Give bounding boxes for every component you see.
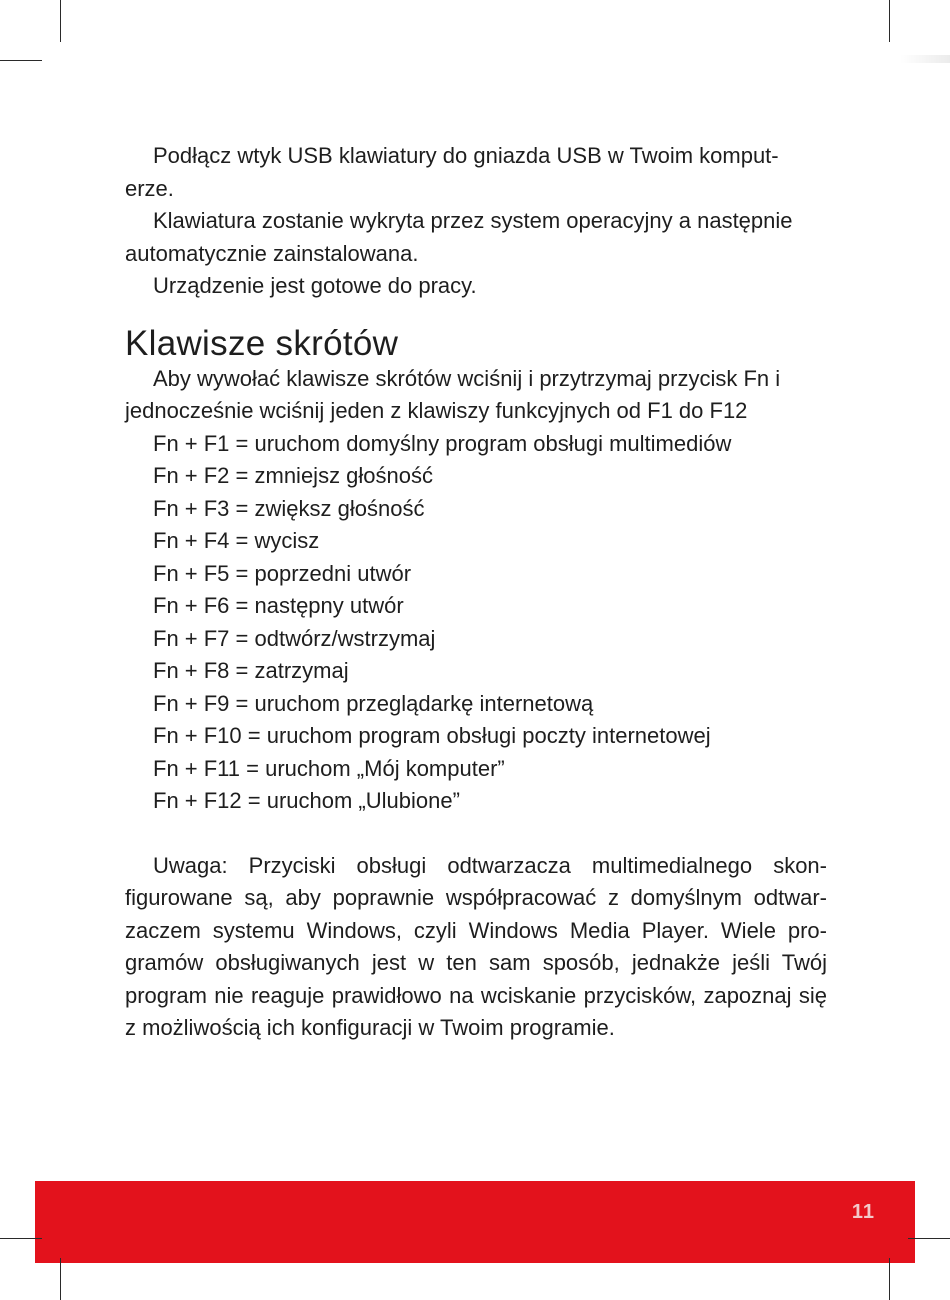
section-heading: Klawisze skrótów — [125, 323, 399, 363]
shortcut-item-f5: Fn + F5 = poprzedni utwór — [153, 560, 412, 586]
shortcut-item-f12: Fn + F12 = uruchom „Ulubione” — [153, 788, 460, 813]
shortcut-item-f8: Fn + F8 = zatrzymaj — [153, 658, 349, 683]
crop-mark-top-right-vertical — [889, 0, 890, 42]
shortcut-item-f6: Fn + F6 = następny utwór — [153, 593, 404, 618]
crop-mark-bottom-right-horizontal — [908, 1238, 950, 1239]
page-corner-shadow — [900, 55, 950, 63]
crop-mark-bottom-left-vertical — [60, 1258, 61, 1300]
shortcut-list — [125, 428, 827, 818]
note-paragraph: Uwaga: Przyciski obsługi odtwarzacza multimedialnego skon-figurowane są, aby poprawnie współpracować z domyślnym odtwar-zaczem systemu Windows, czyli Windows Media Player. Wiele pro-gramów obsługiwanych jest w ten sam sposób, jednakże jeśli Twój program nie reaguje prawidłowo na wciskanie przycisków, zapoznaj się z możliwością ich konfiguracji w Twoim programie. — [125, 852, 827, 1040]
footer-band — [35, 1181, 915, 1263]
crop-mark-bottom-right-vertical — [889, 1258, 890, 1300]
section-lead: Aby wywołać klawisze skrótów wciśnij i przytrzymaj przycisk Fn i jednocześnie wciśnij jeden z klawiszy funkcyjnych od F1 do F12 — [125, 365, 781, 423]
shortcut-item-f2: Fn + F2 = zmniejsz głośność — [153, 463, 434, 488]
crop-mark-top-left-vertical — [60, 0, 61, 42]
crop-mark-bottom-left-horizontal — [0, 1238, 42, 1239]
page-content — [125, 140, 827, 1045]
shortcut-item-f10: Fn + F10 = uruchom program obsługi poczty internetowej — [153, 723, 711, 748]
shortcut-item-f1: Fn + F1 = uruchom domyślny program obsługi multimediów — [153, 430, 732, 456]
page-number: 11 — [851, 1201, 875, 1223]
intro-paragraph-2: Klawiatura zostanie wykryta przez system operacyjny a następnie automatycznie zainstalowana. — [125, 208, 793, 266]
crop-mark-top-left-horizontal — [0, 60, 42, 61]
intro-paragraph-1: Podłącz wtyk USB klawiatury do gniazda USB w Twoim komput-erze. — [125, 143, 779, 201]
intro-paragraph-3: Urządzenie jest gotowe do pracy. — [153, 273, 477, 298]
shortcut-item-f3: Fn + F3 = zwiększ głośność — [153, 495, 425, 521]
shortcut-item-f11: Fn + F11 = uruchom „Mój komputer” — [153, 755, 505, 781]
shortcut-item-f9: Fn + F9 = uruchom przeglądarkę internetową — [153, 690, 594, 716]
shortcut-item-f4: Fn + F4 = wycisz — [153, 528, 320, 553]
shortcut-item-f7: Fn + F7 = odtwórz/wstrzymaj — [153, 625, 436, 651]
